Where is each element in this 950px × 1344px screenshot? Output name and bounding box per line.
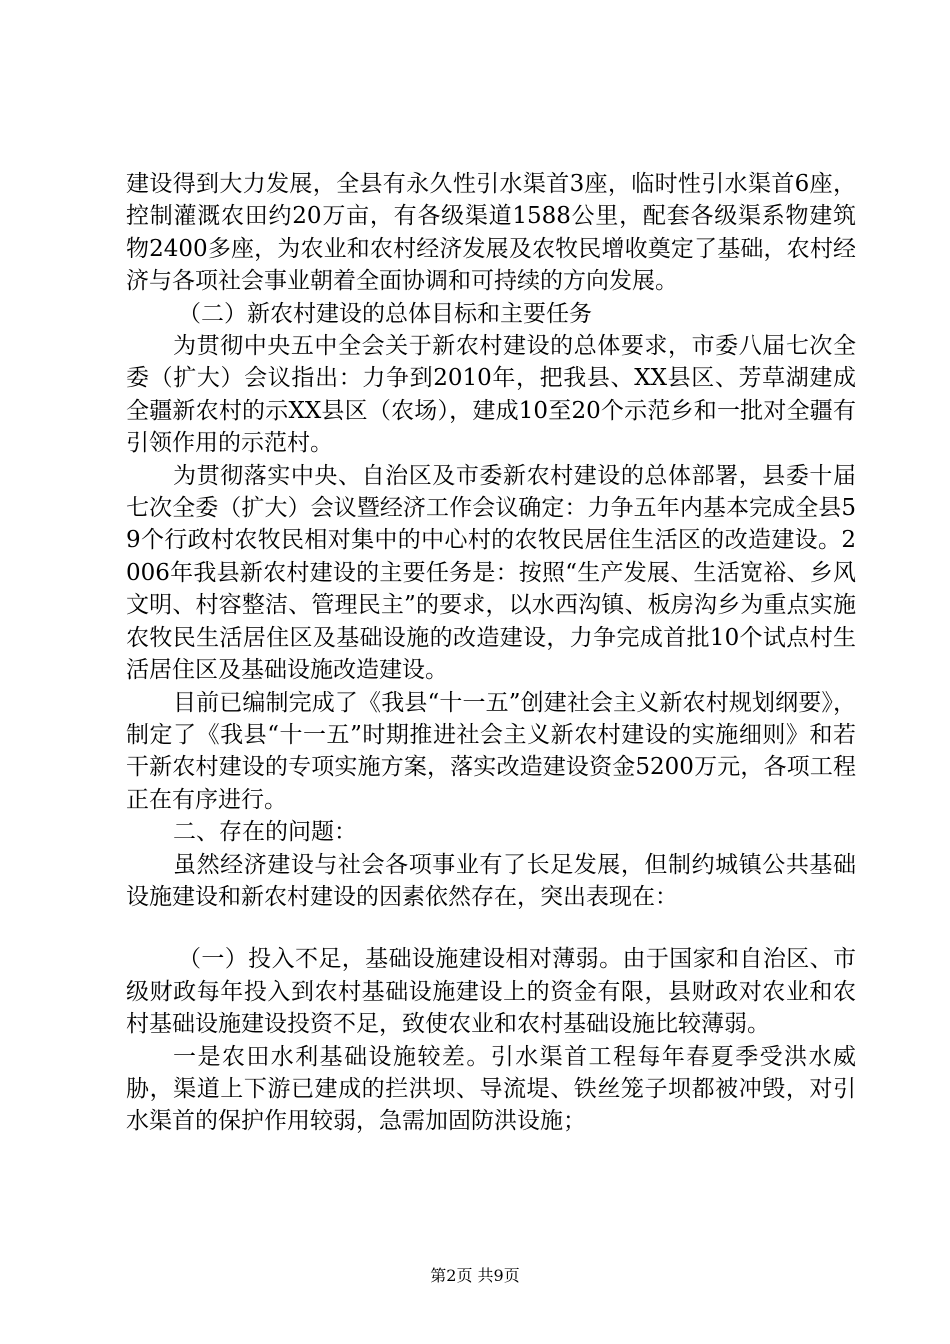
paragraph-county-tasks: 为贯彻落实中央、自治区及市委新农村建设的总体部署，县委十届七次全委（扩大）会议暨经济工作会议确定：力争五年内基本完成全县59个行政村农牧民相对集中的中心村的农牧民居住生活区的改造建设。2006年我县新农村建设的主要任务是：按照“生产发展、生活宽裕、乡风文明、村容整洁、管理民主”的要求，以水西沟镇、板房沟乡为重点实施农牧民生活居住区及基础设施的改造建设，力争完成首批10个试点村生活居住区及基础设施改造建设。	[126, 462, 856, 684]
paragraph-insufficient-investment: （一）投入不足，基础设施建设相对薄弱。由于国家和自治区、市级财政每年投入到农村基础设施建设上的资金有限，县财政对农业和农村基础设施建设投资不足，致使农业和农村基础设施比较薄弱。	[126, 946, 856, 1038]
paragraph-current-progress: 目前已编制完成了《我县“十一五”创建社会主义新农村规划纲要》，制定了《我县“十一五”时期推进社会主义新农村建设的实施细则》和若干新农村建设的专项实施方案，落实改造建设资金5200万元，各项工程正在有序进行。	[126, 689, 856, 813]
paragraph-irrigation-summary: 建设得到大力发展，全县有永久性引水渠首3座，临时性引水渠首6座，控制灌溉农田约20万亩，有各级渠道1588公里，配套各级渠系物建筑物2400多座，为农业和农村经济发展及农牧民增收奠定了基础，农村经济与各项社会事业朝着全面协调和可持续的方向发展。	[126, 171, 856, 295]
paragraph-city-goals: 为贯彻中央五中全会关于新农村建设的总体要求，市委八届七次全委（扩大）会议指出：力争到2010年，把我县、XX县区、芳草湖建成全疆新农村的示XX县区（农场），建成10至20个示范乡和一批对全疆有引领作用的示范村。	[126, 333, 856, 457]
paragraph-problems-intro: 虽然经济建设与社会各项事业有了长足发展，但制约城镇公共基础设施建设和新农村建设的因素依然存在，突出表现在：	[126, 851, 856, 910]
document-body	[126, 168, 856, 1138]
page-number-footer: 第2页 共9页	[430, 1266, 520, 1285]
section-heading-goals: （二）新农村建设的总体目标和主要任务	[178, 300, 592, 327]
section-heading-problems: 二、存在的问题：	[173, 819, 357, 846]
paragraph-water-infrastructure: 一是农田水利基础设施较差。引水渠首工程每年春夏季受洪水威胁，渠道上下游已建成的拦洪坝、导流堤、铁丝笼子坝都被冲毁，对引水渠首的保护作用较弱，急需加固防洪设施；	[126, 1043, 856, 1135]
